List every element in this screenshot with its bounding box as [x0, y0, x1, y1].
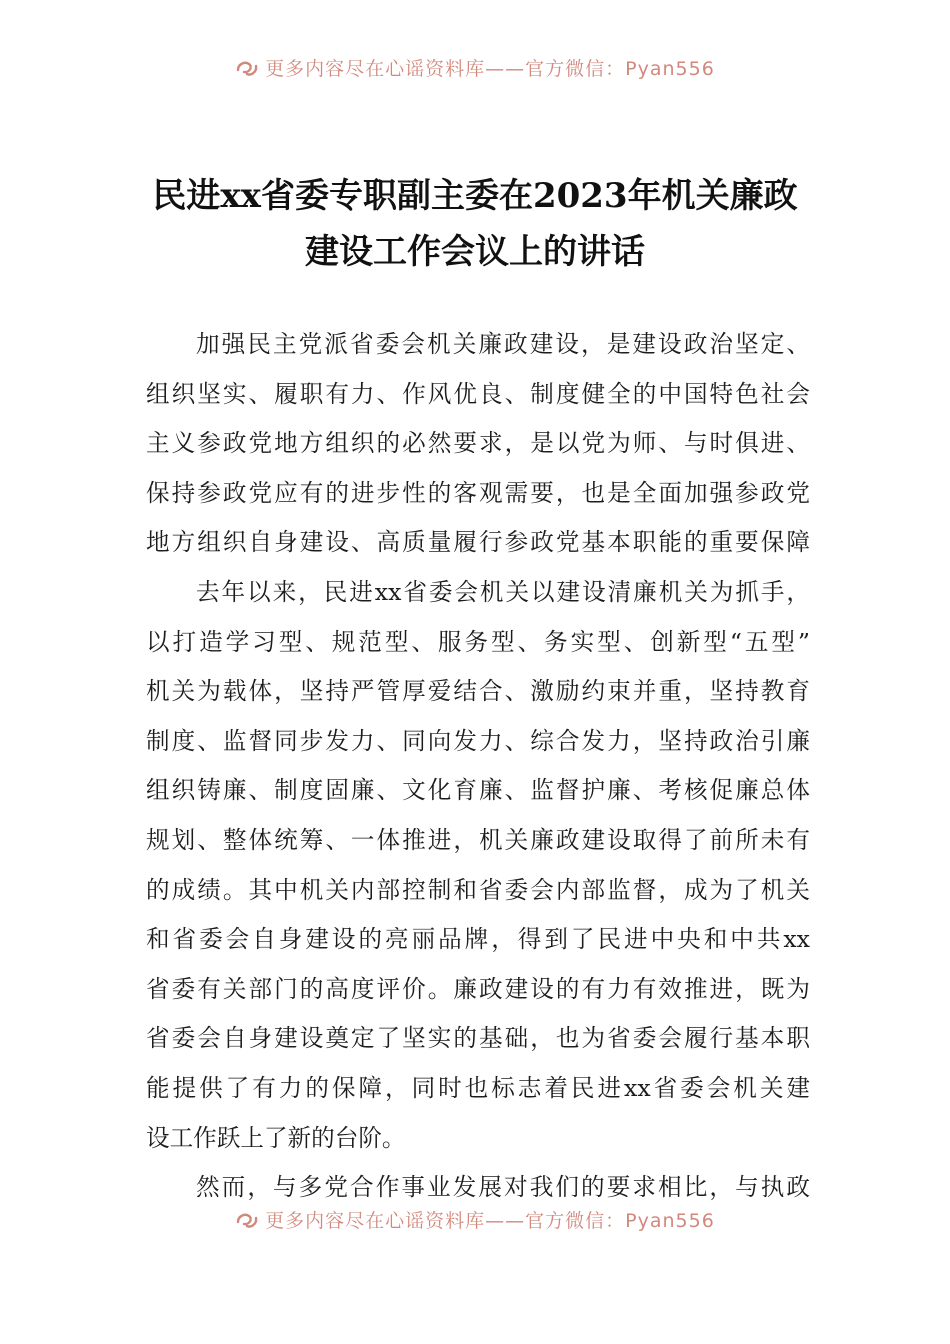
text-line: 然而，与多党合作事业发展对我们的要求相比，与执政 — [196, 1173, 810, 1202]
paragraph-2 — [146, 568, 810, 1163]
text-line: 加强民主党派省委会机关廉政建设，是建设政治坚定、 — [196, 330, 810, 358]
text-line: 规划、整体统筹、一体推进，机关廉政建设取得了前所未有 — [146, 825, 810, 854]
text-line: 设工作跃上了新的台阶。 — [146, 1123, 406, 1152]
text-line: 和省委会自身建设的亮丽品牌，得到了民进中央和中共xx — [146, 925, 810, 954]
watermark-logo-icon — [235, 1210, 259, 1230]
watermark-text: 更多内容尽在心谣资料库——官方微信：Pyan556 — [265, 1210, 715, 1232]
text-line: 组织坚实、履职有力、作风优良、制度健全的中国特色社会 — [146, 379, 810, 408]
watermark-header — [0, 58, 950, 84]
text-line: 省委有关部门的高度评价。廉政建设的有力有效推进，既为 — [146, 974, 810, 1003]
title-line-2: 建设工作会议上的讲话 — [305, 232, 645, 272]
text-line: 主义参政党地方组织的必然要求，是以党为师、与时俱进、 — [146, 429, 810, 458]
paragraph-1 — [146, 320, 810, 568]
text-line: 保持参政党应有的进步性的客观需要，也是全面加强参政党 — [146, 478, 810, 507]
text-line: 以打造学习型、规范型、服务型、务实型、创新型“五型” — [146, 627, 810, 656]
document-title — [0, 168, 950, 280]
text-line: 机关为载体，坚持严管厚爱结合、激励约束并重，坚持教育 — [146, 677, 810, 706]
text-line: 组织铸廉、制度固廉、文化育廉、监督护廉、考核促廉总体 — [146, 776, 810, 805]
text-line: 省委会自身建设奠定了坚实的基础，也为省委会履行基本职 — [146, 1024, 810, 1053]
paragraph-3 — [146, 1163, 810, 1213]
watermark-logo-icon — [235, 58, 259, 78]
document-body — [146, 320, 810, 1213]
text-line: 能提供了有力的保障，同时也标志着民进xx省委会机关建 — [146, 1073, 810, 1102]
text-line: 去年以来，民进xx省委会机关以建设清廉机关为抓手， — [196, 577, 810, 606]
text-line: 制度、监督同步发力、同向发力、综合发力，坚持政治引廉 — [146, 726, 810, 755]
watermark-text: 更多内容尽在心谣资料库——官方微信：Pyan556 — [265, 58, 715, 80]
watermark-footer — [0, 1210, 950, 1236]
text-line: 地方组织自身建设、高质量履行参政党基本职能的重要保障 — [146, 528, 810, 557]
title-line-1: 民进xx省委专职副主委在2023年机关廉政 — [152, 176, 798, 216]
text-line: 的成绩。其中机关内部控制和省委会内部监督，成为了机关 — [146, 875, 810, 904]
